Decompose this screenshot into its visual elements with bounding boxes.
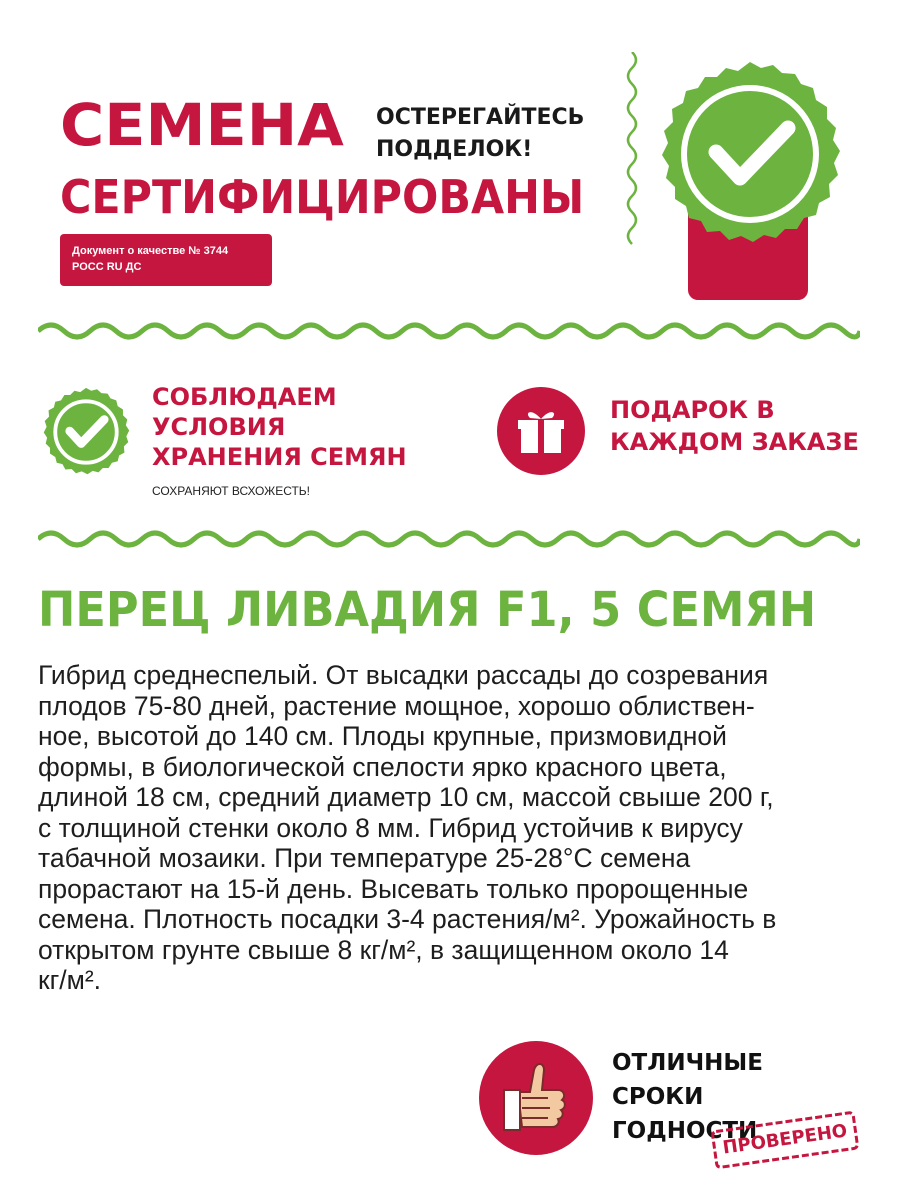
counterfeit-warning — [376, 102, 584, 166]
storage-note: СОХРАНЯЮТ ВСХОЖЕСТЬ! — [152, 484, 311, 498]
product-title: ПЕРЕЦ ЛИВАДИЯ F1, 5 СЕМЯН — [38, 582, 817, 638]
description-line: с толщиной стенки около 8 мм. Гибрид устойчив к вирусу — [38, 812, 743, 843]
storage-title-line3: ХРАНЕНИЯ СЕМЯН — [152, 443, 407, 471]
document-code: РОСС RU ДС — [72, 261, 142, 273]
shelf-life-title-line3: ГОДНОСТИ — [612, 1118, 758, 1144]
certificate-title-line2: СЕРТИФИЦИРОВАНЫ — [60, 170, 585, 224]
wave-divider-middle — [38, 524, 860, 554]
description-line: ное, высотой до 140 см. Плоды крупные, призмовидной — [38, 721, 727, 751]
thumbs-up-icon — [478, 1040, 594, 1156]
shelf-life-title-line2: СРОКИ — [612, 1084, 704, 1110]
storage-title-line1: СОБЛЮДАЕМ — [152, 383, 337, 411]
description-line: плодов 75-80 дней, растение мощное, хорошо облиствен- — [38, 690, 755, 721]
document-badge — [60, 234, 272, 286]
description-line: длиной 18 см, средний диаметр 10 см, массой свыше 200 г, — [38, 782, 774, 812]
description-line: формы, в биологической спелости ярко красного цвета, — [38, 751, 727, 782]
description-line: Гибрид среднеспелый. От высадки рассады до созревания — [38, 660, 769, 690]
description-line: прорастают на 15-й день. Высевать только пророщенные — [38, 873, 749, 904]
checkmark-seal-icon — [650, 54, 850, 304]
wave-divider-top — [38, 316, 860, 346]
gift-icon — [496, 386, 586, 476]
description-line: открытом грунте свыше 8 кг/м², в защищенном около 14 — [38, 934, 729, 965]
product-description — [38, 660, 873, 996]
description-line: семена. Плотность посадки 3-4 растения/м². Урожайность в — [38, 904, 777, 934]
vertical-wave-divider — [622, 52, 642, 252]
gift-title-line2: КАЖДОМ ЗАКАЗЕ — [610, 428, 859, 456]
storage-title-line2: УСЛОВИЯ — [152, 413, 286, 441]
checkmark-seal-icon — [40, 386, 132, 478]
certificate-title-line1: СЕМЕНА — [60, 91, 344, 159]
shelf-life-title-line1: ОТЛИЧНЫЕ — [612, 1050, 763, 1076]
warning-line1: ОСТЕРЕГАЙТЕСЬ — [376, 105, 585, 130]
gift-title-line1: ПОДАРОК В — [610, 396, 775, 424]
description-line: кг/м². — [38, 965, 102, 995]
storage-title — [152, 382, 407, 472]
warning-line2: ПОДДЕЛОК! — [376, 137, 533, 162]
stamp-text: ПРОВЕРЕНО — [721, 1120, 849, 1159]
document-number: Документ о качестве № 3744 — [72, 245, 229, 257]
gift-title — [610, 394, 859, 458]
description-line: табачной мозаики. При температуре 25-28°С семена — [38, 843, 691, 873]
